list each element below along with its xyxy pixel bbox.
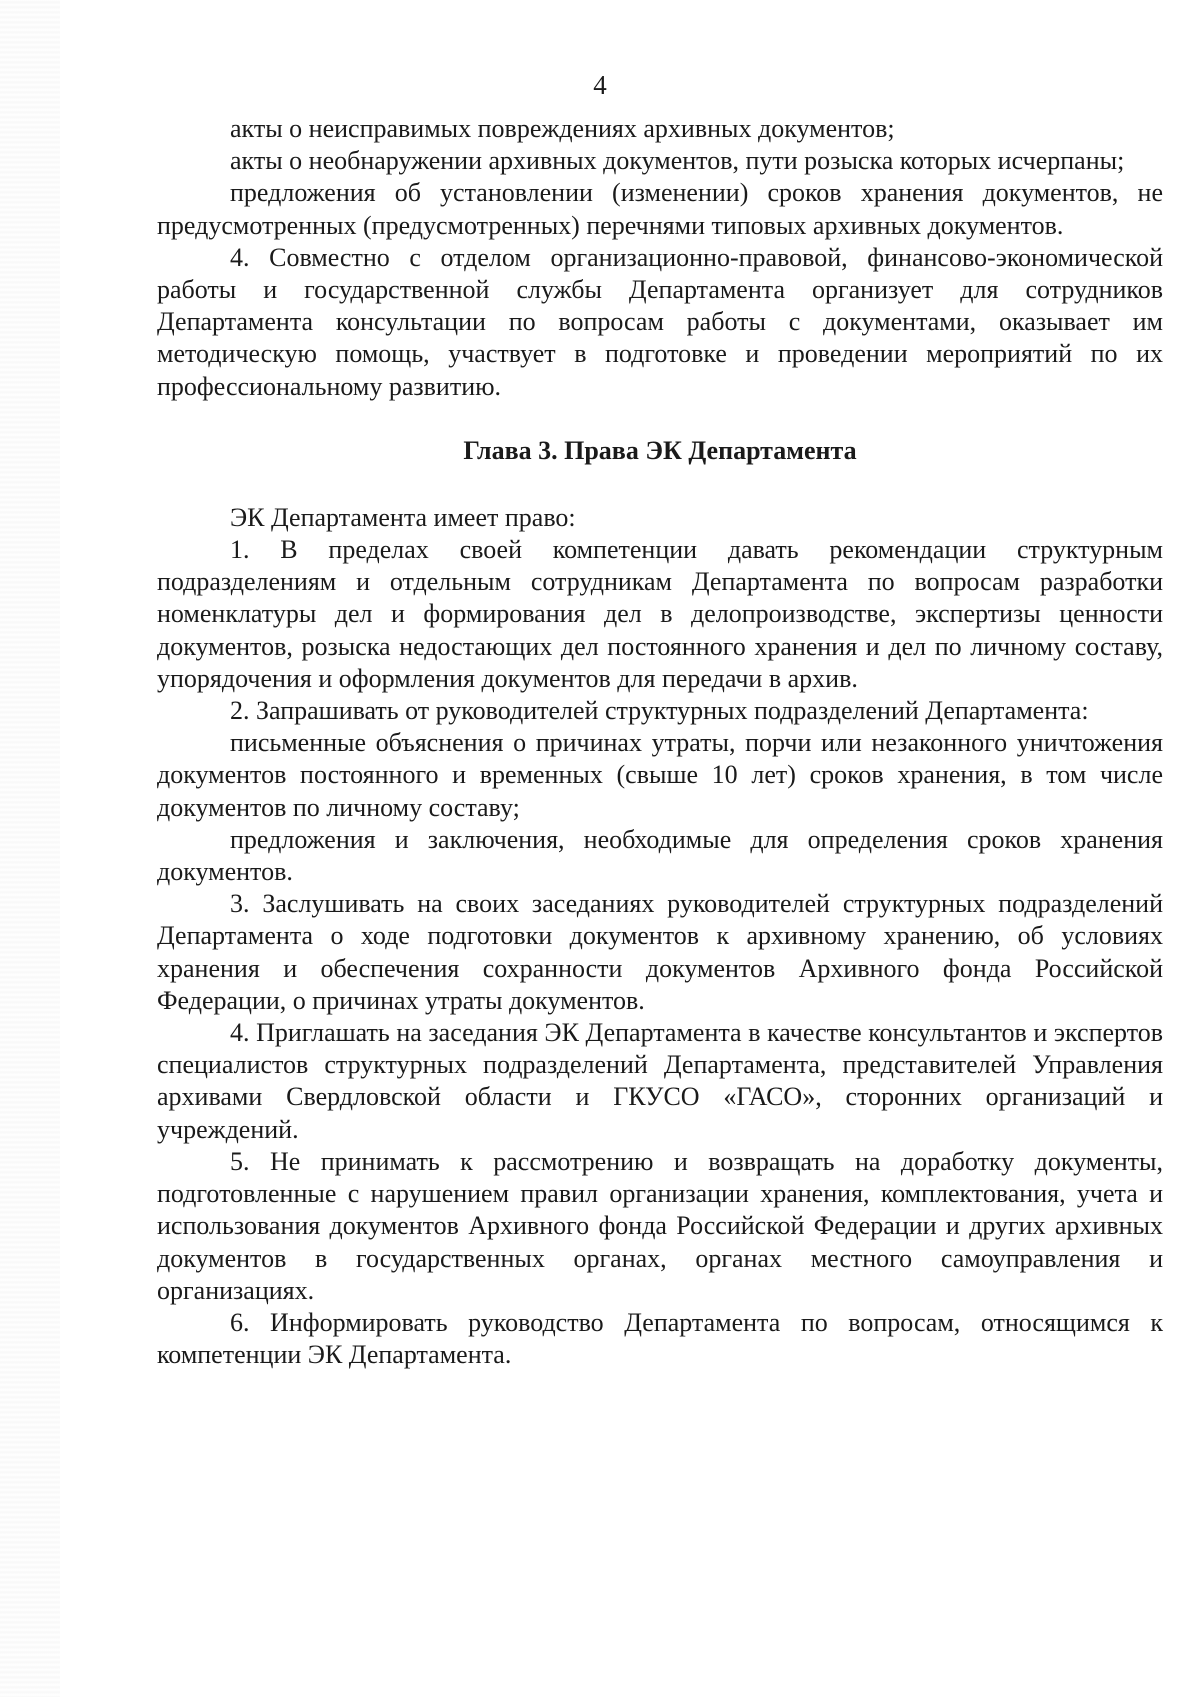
paragraph: 1. В пределах своей компетенции давать рекомендации структурным подразделениям и отдельным сотрудникам Департамента по вопросам разработки номенклатуры дел и формирования дел в делопроизводстве, экспертизы ценности документов, розыска недостающих дел постоянного хранения и дел по личному составу, упорядочения и оформления документов для передачи в архив. <box>157 535 1163 693</box>
paragraph: акты о неисправимых повреждениях архивных документов; <box>230 114 895 143</box>
paragraph: 5. Не принимать к рассмотрению и возвращать на доработку документы, подготовленные с нарушением правил организации хранения, комплектования, учета и использования документов Архивного фонда Российской Федерации и других архивных документов в государственных органах, органах местного самоуправления и организациях. <box>157 1146 1163 1305</box>
document-body <box>157 113 1163 1371</box>
paragraph: ЭК Департамента имеет право: <box>230 502 576 532</box>
paragraph: 6. Информировать руководство Департамента по вопросам, относящимся к компетенции ЭК Департамента. <box>157 1307 1163 1370</box>
scan-edge-artifact <box>0 0 60 1697</box>
paragraph: 2. Запрашивать от руководителей структурных подразделений Департамента: <box>230 696 1089 726</box>
paragraph: 4. Приглашать на заседания ЭК Департамента в качестве консультантов и экспертов специалистов структурных подразделений Департамента, представителей Управления архивами Свердловской области и ГКУСО «ГАСО», сторонних организаций и учреждений. <box>157 1018 1163 1144</box>
paragraph: 4. Совместно с отделом организационно-правовой, финансово-экономической работы и государственной службы Департамента организует для сотрудников Департамента консультации по вопросам работы с документами, оказывает им методическую помощь, участвует в подготовке и проведении мероприятий по их профессиональному развитию. <box>157 242 1163 401</box>
paragraph: предложения и заключения, необходимые для определения сроков хранения документов. <box>157 824 1163 887</box>
paragraph: предложения об установлении (изменении) сроков хранения документов, не предусмотренных (предусмотренных) перечнями типовых архивных документов. <box>157 178 1163 240</box>
page-number: 4 <box>593 70 607 100</box>
chapter-heading: Глава 3. Права ЭК Департамента <box>463 435 857 465</box>
paragraph: 3. Заслушивать на своих заседаниях руководителей структурных подразделений Департамента о ходе подготовки документов к архивному хранению, об условиях хранения и обеспечения сохранности документов Архивного фонда Российской Федерации, о причинах утраты документов. <box>157 889 1163 1015</box>
paragraph: письменные объяснения о причинах утраты, порчи или незаконного уничтожения документов постоянного и временных (свыше 10 лет) сроков хранения, в том числе документов по личному составу; <box>157 728 1163 822</box>
paragraph: акты о необнаружении архивных документов, пути розыска которых исчерпаны; <box>230 146 1125 176</box>
